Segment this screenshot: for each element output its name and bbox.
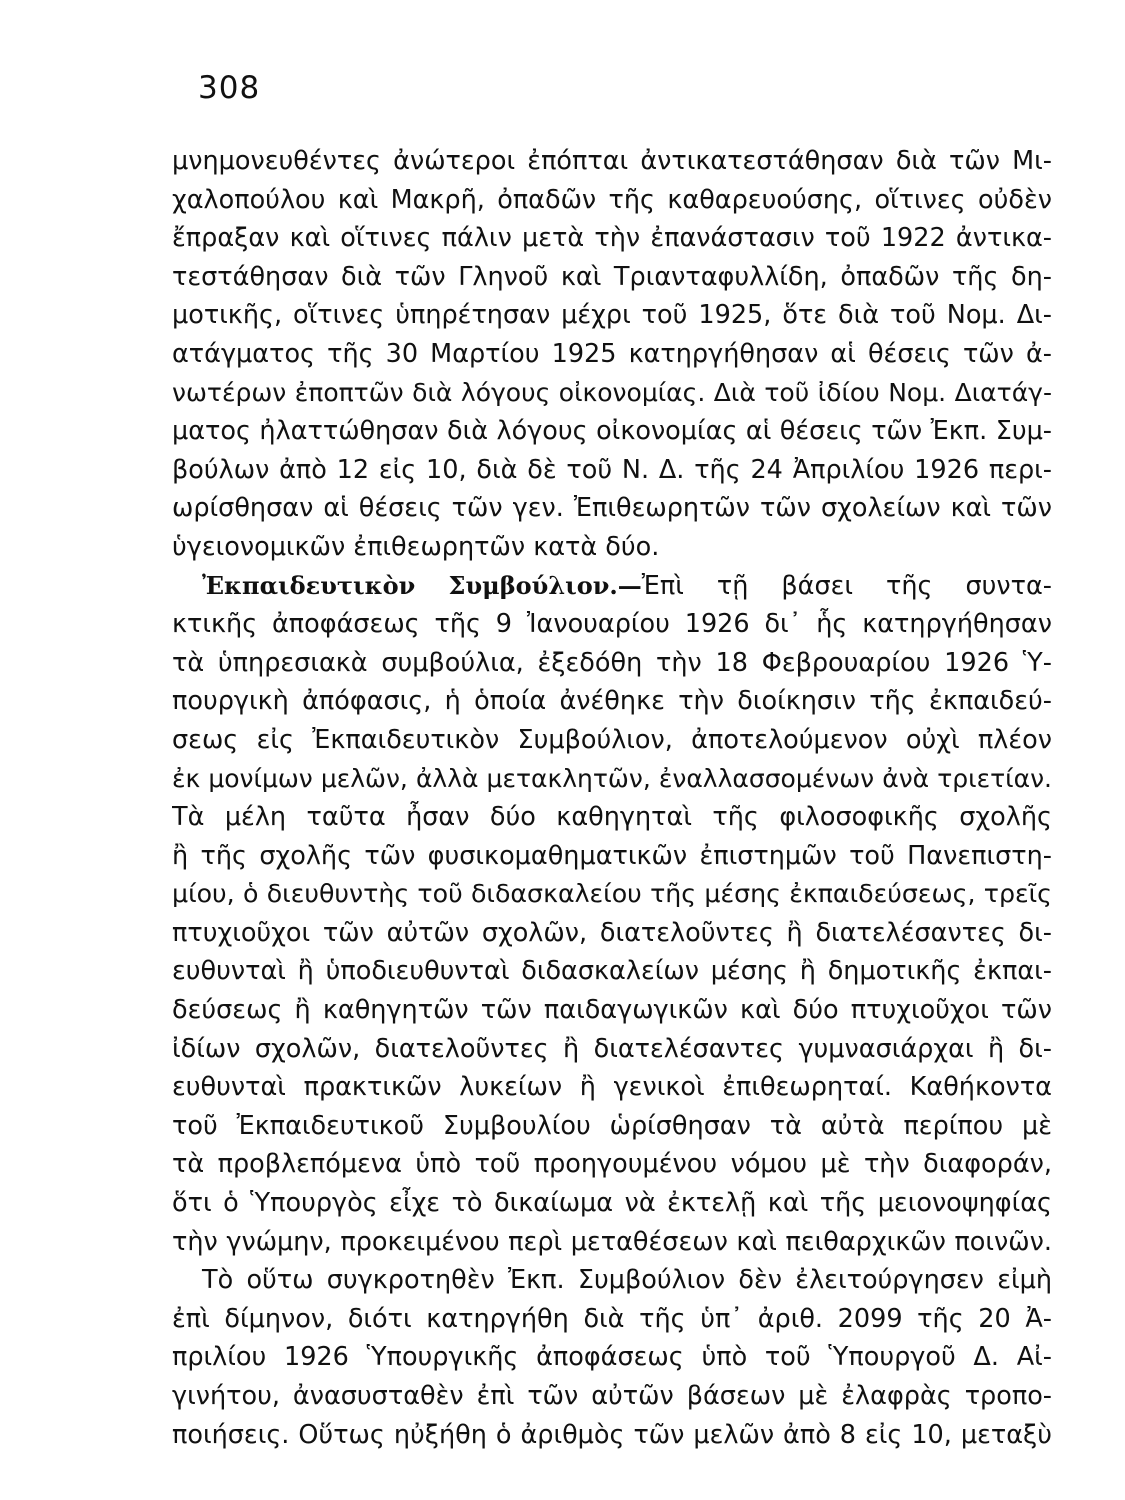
text-line: ματος ἠλαττώθησαν διὰ λόγους οἰκονομίας αἱ θέσεις τῶν Ἐκπ. Συμ- xyxy=(172,416,1052,447)
text-line: γινήτου, ἀνασυσταθὲν ἐπὶ τῶν αὐτῶν βάσεων μὲ ἐλαφρὰς τροπο- xyxy=(172,1381,1052,1411)
text-line: νωτέρων ἐποπτῶν διὰ λόγους οἰκονομίας. Διὰ τοῦ ἰδίου Νομ. Διατάγ- xyxy=(172,377,1052,407)
text-line: τὰ προβλεπόμενα ὑπὸ τοῦ προηγουμένου νόμου μὲ τὴν διαφοράν, xyxy=(172,1149,1052,1180)
text-line: Τὰ μέλη ταῦτα ἦσαν δύο καθηγηταὶ τῆς φιλοσοφικῆς σχολῆς xyxy=(172,802,1052,833)
text-line: ποιήσεις. Οὕτως ηὐξήθη ὁ ἀριθμὸς τῶν μελῶν ἀπὸ 8 εἰς 10, μεταξὺ xyxy=(172,1419,1052,1450)
text-line: πουργικὴ ἀπόφασις, ἡ ὁποία ἀνέθηκε τὴν διοίκησιν τῆς ἐκπαιδεύ- xyxy=(172,686,1052,717)
text-line: ἐκ μονίμων μελῶν, ἀλλὰ μετακλητῶν, ἐναλλασσομένων ἀνὰ τριετίαν. xyxy=(172,763,1052,793)
text-line: κτικῆς ἀποφάσεως τῆς 9 Ἰανουαρίου 1926 δι᾽ ἧς κατηργήθησαν xyxy=(172,609,1052,640)
text-line: ὅτι ὁ Ὑπουργὸς εἶχε τὸ δικαίωμα νὰ ἐκτελῇ καὶ τῆς μειονοψηφίας xyxy=(172,1188,1052,1219)
body-text xyxy=(172,142,1052,1454)
section-heading-line xyxy=(172,567,1052,606)
text-line: πτυχιοῦχοι τῶν αὐτῶν σχολῶν, διατελοῦντες ἢ διατελέσαντες δι- xyxy=(172,917,1052,948)
text-line: ἢ τῆς σχολῆς τῶν φυσικομαθηματικῶν ἐπιστημῶν τοῦ Πανεπιστη- xyxy=(172,840,1052,871)
section-heading: Ἐκπαιδευτικὸν Συμβούλιον.— xyxy=(202,570,642,600)
text-line: ἐπὶ δίμηνον, διότι κατηργήθη διὰ τῆς ὑπ᾽ ἀριθ. 2099 τῆς 20 Ἀ- xyxy=(172,1303,1052,1334)
text-line: ἰδίων σχολῶν, διατελοῦντες ἢ διατελέσαντες γυμνασιάρχαι ἢ δι- xyxy=(172,1033,1052,1064)
text-line: τὴν γνώμην, προκειμένου περὶ μεταθέσεων καὶ πειθαρχικῶν ποινῶν. xyxy=(172,1226,1052,1257)
text-line: τεστάθησαν διὰ τῶν Γληνοῦ καὶ Τριανταφυλλίδη, ὀπαδῶν τῆς δη- xyxy=(172,261,1052,292)
text-line: μίου, ὁ διευθυντὴς τοῦ διδασκαλείου τῆς μέσης ἐκπαιδεύσεως, τρεῖς xyxy=(172,879,1052,909)
text-line: ευθυνταὶ ἢ ὑποδιευθυνταὶ διδασκαλείων μέσης ἢ δημοτικῆς ἐκπαι- xyxy=(172,956,1052,987)
text-line: μνημονευθέντες ἀνώτεροι ἐπόπται ἀντικατεστάθησαν διὰ τῶν Μι- xyxy=(172,146,1052,176)
text-line: Τὸ οὕτω συγκροτηθὲν Ἐκπ. Συμβούλιον δὲν ἐλειτούργησεν εἰμὴ xyxy=(202,1265,1052,1296)
text-line: ἔπραξαν καὶ οἵτινες πάλιν μετὰ τὴν ἐπανάστασιν τοῦ 1922 ἀντικα- xyxy=(172,223,1052,254)
text-line: μοτικῆς, οἵτινες ὑπηρέτησαν μέχρι τοῦ 1925, ὅτε διὰ τοῦ Νομ. Δι- xyxy=(172,300,1052,331)
page-number: 308 xyxy=(198,70,261,106)
text-line: ὑγειονομικῶν ἐπιθεωρητῶν κατὰ δύο. xyxy=(172,531,660,562)
text-line: πριλίου 1926 Ὑπουργικῆς ἀποφάσεως ὑπὸ τοῦ Ὑπουργοῦ Δ. Αἰ- xyxy=(172,1342,1052,1373)
text-line: σεως εἰς Ἐκπαιδευτικὸν Συμβούλιον, ἀποτελούμενον οὐχὶ πλέον xyxy=(172,724,1052,755)
text-line: δεύσεως ἢ καθηγητῶν τῶν παιδαγωγικῶν καὶ δύο πτυχιοῦχοι τῶν xyxy=(172,995,1052,1026)
text-line: ευθυνταὶ πρακτικῶν λυκείων ἢ γενικοὶ ἐπιθεωρηταί. Καθήκοντα xyxy=(172,1072,1052,1103)
text-line: ατάγματος τῆς 30 Μαρτίου 1925 κατηργήθησαν αἱ θέσεις τῶν ἀ- xyxy=(172,338,1052,369)
text-line: τὰ ὑπηρεσιακὰ συμβούλια, ἐξεδόθη τὴν 18 Φεβρουαρίου 1926 Ὑ- xyxy=(172,647,1052,678)
text-line: χαλοπούλου καὶ Μακρῆ, ὀπαδῶν τῆς καθαρευούσης, οἵτινες οὐδὲν xyxy=(172,184,1052,215)
text-line: Ἐπὶ τῇ βάσει τῆς συντα- xyxy=(641,570,1052,601)
text-line: τοῦ Ἐκπαιδευτικοῦ Συμβουλίου ὡρίσθησαν τὰ αὐτὰ περίπου μὲ xyxy=(172,1110,1052,1141)
text-line: ωρίσθησαν αἱ θέσεις τῶν γεν. Ἐπιθεωρητῶν τῶν σχολείων καὶ τῶν xyxy=(172,493,1052,524)
text-line: βούλων ἀπὸ 12 εἰς 10, διὰ δὲ τοῦ Ν. Δ. τῆς 24 Ἀπριλίου 1926 περι- xyxy=(172,454,1052,485)
